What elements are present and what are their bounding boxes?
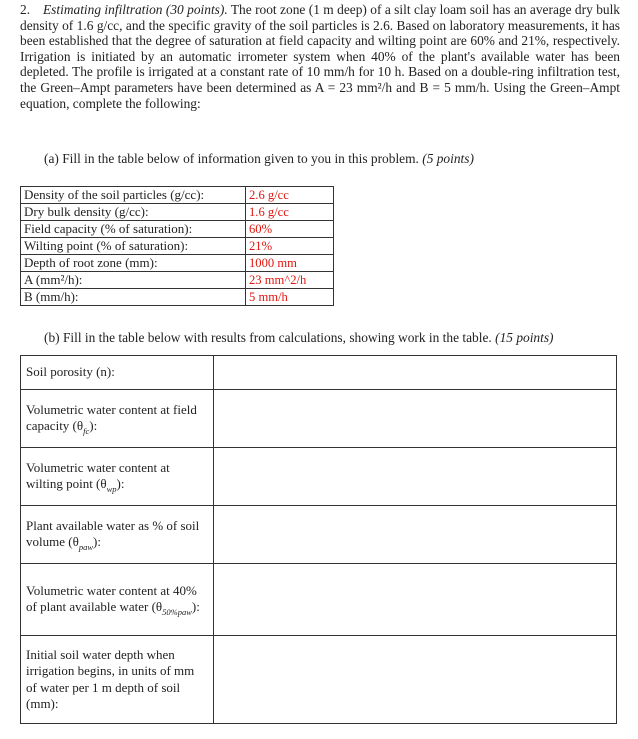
calculation-label-text: Volumetric water content at wilting point (θ <box>26 459 170 491</box>
calculation-label <box>21 506 214 564</box>
given-info-label: A (mm²/h): <box>21 272 246 289</box>
part-b-heading <box>44 330 554 346</box>
calculation-label-suffix: ): <box>89 418 98 433</box>
calculation-label-text: Volumetric water content at field capacity (θ <box>26 401 197 433</box>
part-a-heading <box>44 151 474 167</box>
given-info-value[interactable]: 23 mm^2/h <box>246 272 334 289</box>
given-info-value[interactable]: 2.6 g/cc <box>246 187 334 204</box>
given-info-value[interactable]: 5 mm/h <box>246 289 334 306</box>
calculation-row <box>21 356 617 390</box>
calculation-label <box>21 390 214 448</box>
given-info-row <box>21 238 334 255</box>
calculation-label-suffix: ): <box>92 534 101 549</box>
calculation-label-text: Volumetric water content at 40% of plant available water (θ <box>26 582 197 614</box>
given-info-label: Field capacity (% of saturation): <box>21 221 246 238</box>
given-info-row <box>21 204 334 221</box>
problem-text: The root zone (1 m deep) of a silt clay loam soil has an average dry bulk density of 1.6 g/cc, and the specific gravity of the soil particles is 2.6. Based on laboratory measurements, it has been established that the degree of saturation at field capacity and wilting point are 60% and 21%, respectively. Irrigation is initiated by an automatic irrometer system when 40% of the plant's available water has been depleted. The profile is irrigated at a constant rate of 10 mm/h for 10 h. Based on a double-ring infiltration test, the Green–Ampt parameters have been determined as A = 23 mm²/h and B = 5 mm/h. Using the Green–Ampt equation, complete the following: <box>20 2 620 111</box>
problem-title: Estimating infiltration (30 points). <box>43 2 228 17</box>
given-info-value[interactable]: 1.6 g/cc <box>246 204 334 221</box>
part-a-label: (a) Fill in the table below of information given to you in this problem. <box>44 151 419 166</box>
given-info-row <box>21 289 334 306</box>
calculation-row <box>21 636 617 724</box>
given-info-label: Wilting point (% of saturation): <box>21 238 246 255</box>
calculation-answer-cell[interactable] <box>213 390 616 448</box>
calculation-label-suffix: ): <box>191 599 200 614</box>
calculation-label <box>21 564 214 636</box>
calculation-label-text: Plant available water as % of soil volume (θ <box>26 517 200 549</box>
problem-statement <box>20 2 620 111</box>
calculation-row <box>21 448 617 506</box>
calculation-label <box>21 356 214 390</box>
given-info-table <box>20 186 334 306</box>
calculation-label-text: Initial soil water depth when irrigation begins, in units of mm of water per 1 m depth of soil (mm): <box>26 646 195 711</box>
calculation-answer-cell[interactable] <box>213 636 616 724</box>
calculation-label-subscript: fc <box>83 426 90 436</box>
given-info-label: Dry bulk density (g/cc): <box>21 204 246 221</box>
given-info-label: B (mm/h): <box>21 289 246 306</box>
given-info-value[interactable]: 1000 mm <box>246 255 334 272</box>
given-info-row <box>21 255 334 272</box>
calculation-label-subscript: paw <box>78 542 93 552</box>
given-info-label: Density of the soil particles (g/cc): <box>21 187 246 204</box>
calculation-row <box>21 564 617 636</box>
problem-number: 2. <box>20 2 31 17</box>
calculation-label <box>21 636 214 724</box>
calculation-answer-cell[interactable] <box>213 448 616 506</box>
calculation-label-subscript: wp <box>106 484 117 494</box>
calculation-answer-cell[interactable] <box>213 506 616 564</box>
calculation-answer-cell[interactable] <box>213 356 616 390</box>
given-info-value[interactable]: 60% <box>246 221 334 238</box>
calculation-label-suffix: ): <box>116 476 125 491</box>
part-b-points: (15 points) <box>495 330 554 345</box>
part-a-points: (5 points) <box>422 151 474 166</box>
calculation-label-text: Soil porosity (n): <box>26 364 115 380</box>
given-info-label: Depth of root zone (mm): <box>21 255 246 272</box>
given-info-value[interactable]: 21% <box>246 238 334 255</box>
calculation-label-subscript: 50%paw <box>162 607 192 617</box>
given-info-row <box>21 221 334 238</box>
given-info-row <box>21 272 334 289</box>
given-info-row <box>21 187 334 204</box>
calculation-table <box>20 355 617 724</box>
calculation-row <box>21 390 617 448</box>
calculation-answer-cell[interactable] <box>213 564 616 636</box>
calculation-row <box>21 506 617 564</box>
part-b-label: (b) Fill in the table below with results from calculations, showing work in the table. <box>44 330 492 345</box>
calculation-label <box>21 448 214 506</box>
